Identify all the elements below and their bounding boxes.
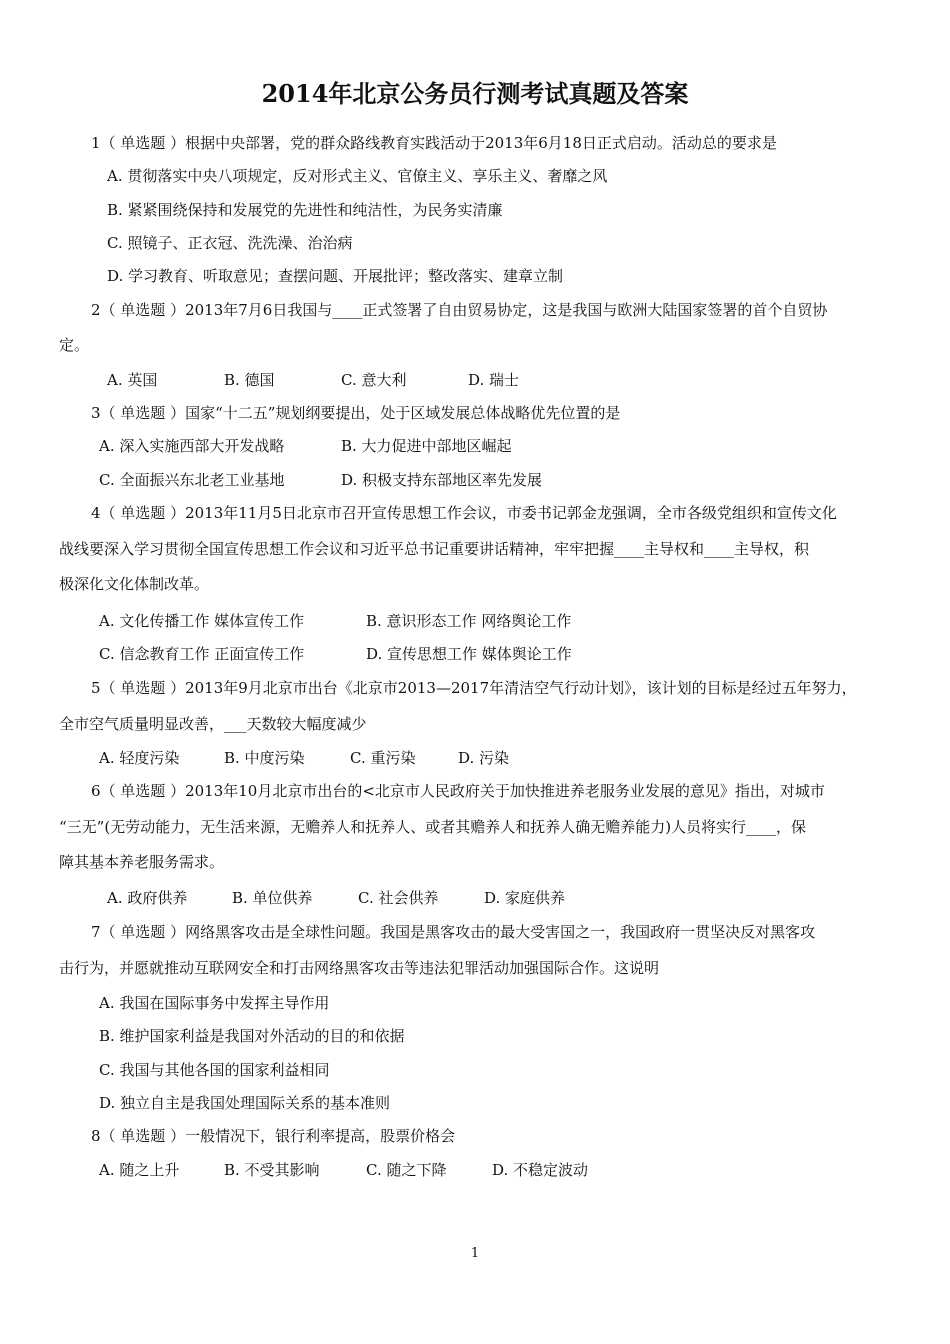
question-2-stem-cont	[0, 328, 950, 362]
question-stem-line: 7（ 单选题 ）网络黑客攻击是全球性问题。我国是黑客攻击的最大受害国之一，我国政府一贯坚决反对黑客攻	[91, 923, 816, 941]
option-text: A. 深入实施西部大开发战略	[99, 437, 285, 455]
question-stem-line: 2（ 单选题 ）2013年7月6日我国与____正式签署了自由贸易协定，这是我国与欧洲大陆国家签署的首个自贸协	[91, 301, 828, 319]
question-stem-line: 极深化文化体制改革。	[59, 575, 210, 593]
question-1-option-d	[0, 259, 950, 293]
option-text: A. 贯彻落实中央八项规定，反对形式主义、官僚主义、享乐主义、奢靡之风	[107, 167, 608, 185]
question-6-stem	[0, 774, 950, 808]
question-2-options	[0, 363, 950, 397]
question-3-stem	[0, 396, 950, 430]
option-text: D. 瑞士	[468, 371, 520, 389]
option-text: D. 家庭供养	[484, 889, 566, 907]
question-7-option-c	[0, 1053, 950, 1087]
question-6-options	[0, 881, 950, 915]
question-stem-line: 6（ 单选题 ）2013年10月北京市出台的<北京市人民政府关于加快推进养老服务业发展的意见》指出，对城市	[91, 782, 825, 800]
question-7-stem	[0, 915, 950, 949]
question-stem-line: 4（ 单选题 ）2013年11月5日北京市召开宣传思想工作会议，市委书记郭金龙强调，全市各级党组织和宣传文化	[91, 504, 837, 522]
question-5-stem	[0, 671, 950, 705]
option-text: C. 信念教育工作 正面宣传工作	[99, 645, 305, 663]
page-number: 1	[470, 1246, 480, 1261]
option-text: D. 不稳定波动	[492, 1161, 589, 1179]
option-text: C. 随之下降	[366, 1161, 447, 1179]
option-text: C. 我国与其他各国的国家利益相同	[99, 1061, 330, 1079]
question-7-stem-cont	[0, 951, 950, 985]
question-stem-line: 3（ 单选题 ）国家“十二五”规划纲要提出，处于区域发展总体战略优先位置的是	[91, 404, 621, 422]
question-4-stem	[0, 496, 950, 530]
question-1-option-a	[0, 159, 950, 193]
question-6-stem-cont	[0, 845, 950, 879]
question-1-option-c	[0, 226, 950, 260]
option-text: B. 维护国家利益是我国对外活动的目的和依据	[99, 1027, 405, 1045]
question-stem-line: 定。	[59, 336, 90, 354]
question-4-stem-cont	[0, 567, 950, 601]
question-1-option-b	[0, 193, 950, 227]
question-4-options-row-1	[0, 604, 950, 638]
option-text: C. 重污染	[350, 749, 416, 767]
option-text: A. 轻度污染	[99, 749, 180, 767]
document-title: 2014年北京公务员行测考试真题及答案	[261, 79, 689, 108]
option-text: B. 紧紧围绕保持和发展党的先进性和纯洁性，为民务实清廉	[107, 201, 503, 219]
option-text: B. 德国	[224, 371, 275, 389]
question-stem-line: 8（ 单选题 ）一般情况下，银行利率提高，股票价格会	[91, 1127, 456, 1145]
question-stem-line: 击行为，并愿就推动互联网安全和打击网络黑客攻击等违法犯罪活动加强国际合作。这说明	[59, 959, 660, 977]
question-stem-line: 全市空气质量明显改善，___天数较大幅度减少	[59, 715, 367, 733]
option-text: B. 大力促进中部地区崛起	[341, 437, 512, 455]
option-text: C. 意大利	[341, 371, 407, 389]
question-4-stem-cont	[0, 532, 950, 566]
question-8-stem	[0, 1119, 950, 1153]
option-text: B. 中度污染	[224, 749, 305, 767]
question-5-stem-cont	[0, 707, 950, 741]
question-4-options-row-2	[0, 637, 950, 671]
question-stem-line: 1（ 单选题 ）根据中央部署，党的群众路线教育实践活动于2013年6月18日正式启动。活动总的要求是	[91, 134, 777, 152]
question-5-options	[0, 741, 950, 775]
option-text: D. 积极支持东部地区率先发展	[341, 471, 543, 489]
option-text: D. 宣传思想工作 媒体舆论工作	[366, 645, 572, 663]
question-3-options-row-1	[0, 429, 950, 463]
option-text: A. 政府供养	[107, 889, 188, 907]
question-3-options-row-2	[0, 463, 950, 497]
question-6-stem-cont	[0, 810, 950, 844]
option-text: A. 随之上升	[99, 1161, 180, 1179]
question-stem-line: 战线要深入学习贯彻全国宣传思想工作会议和习近平总书记重要讲话精神，牢牢把握____主导权和____主导权，积	[59, 540, 810, 558]
option-text: D. 污染	[458, 749, 510, 767]
question-stem-line: “三无”(无劳动能力，无生活来源，无赡养人和抚养人、或者其赡养人和抚养人确无赡养能力)人员将实行____，保	[59, 818, 807, 836]
option-text: B. 不受其影响	[224, 1161, 320, 1179]
option-text: A. 英国	[107, 371, 158, 389]
option-text: B. 意识形态工作 网络舆论工作	[366, 612, 572, 630]
option-text: C. 照镜子、正衣冠、洗洗澡、治治病	[107, 234, 353, 252]
question-stem-line: 障其基本养老服务需求。	[59, 853, 225, 871]
question-7-option-d	[0, 1086, 950, 1120]
question-7-option-b	[0, 1019, 950, 1053]
option-text: D. 独立自主是我国处理国际关系的基本准则	[99, 1094, 391, 1112]
question-7-option-a	[0, 986, 950, 1020]
option-text: C. 全面振兴东北老工业基地	[99, 471, 285, 489]
question-1-stem	[0, 126, 950, 160]
option-text: B. 单位供养	[232, 889, 313, 907]
option-text: D. 学习教育、听取意见；查摆问题、开展批评；整改落实、建章立制	[107, 267, 564, 285]
option-text: A. 我国在国际事务中发挥主导作用	[99, 994, 330, 1012]
option-text: C. 社会供养	[358, 889, 439, 907]
question-8-options	[0, 1153, 950, 1187]
option-text: A. 文化传播工作 媒体宣传工作	[99, 612, 305, 630]
question-stem-line: 5（ 单选题 ）2013年9月北京市出台《北京市2013—2017年清洁空气行动计划》，该计划的目标是经过五年努力，	[91, 679, 857, 697]
question-2-stem	[0, 293, 950, 327]
